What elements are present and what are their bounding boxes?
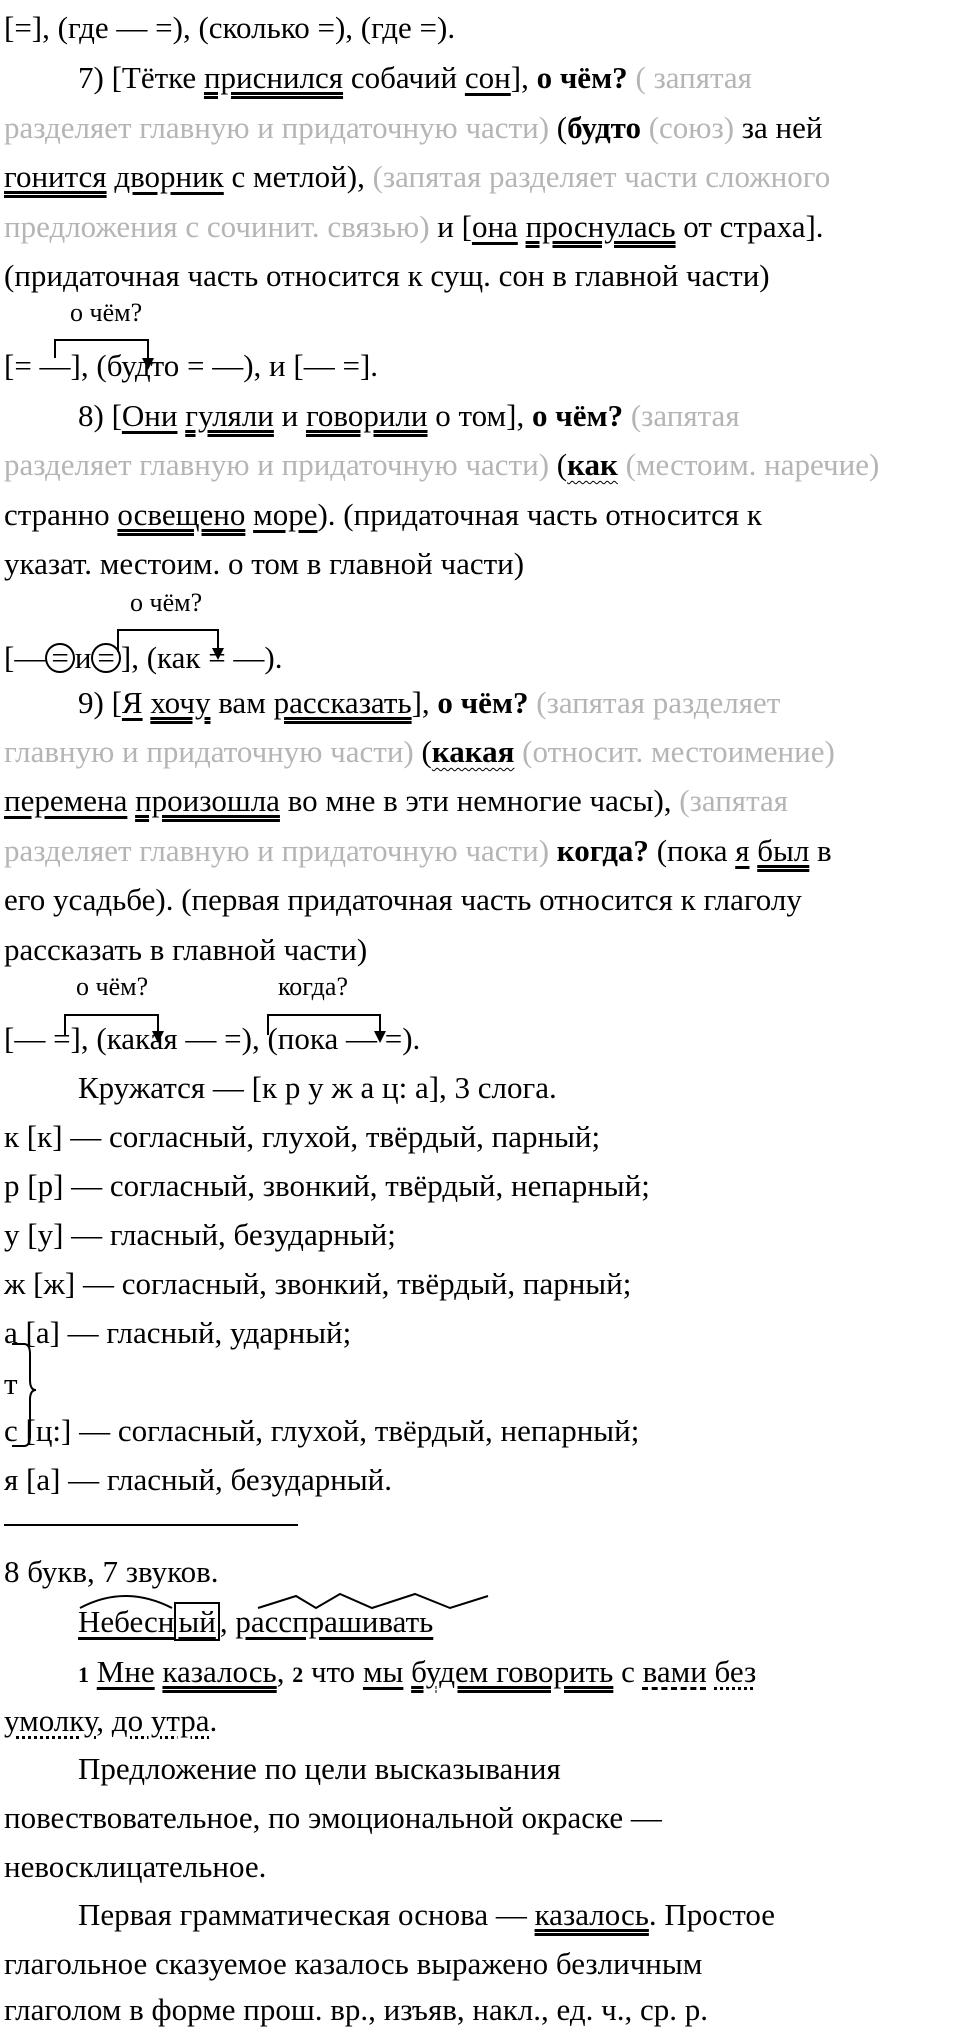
sentence-9-line-5: его усадьбе). (первая придаточная часть относится к глаголу (4, 882, 802, 917)
parsed-sentence-line-2: умолку, до утра. (4, 1703, 218, 1738)
paragraph-2-line-2: глагольное сказуемое казалось выражено безличным (4, 1946, 703, 1981)
phonetic-row: с [ц:] — согласный, глухой, твёрдый, непарный; (4, 1413, 640, 1448)
paragraph-2-line-1: Первая грамматическая основа — казалось. Простое (78, 1897, 776, 1932)
paragraph-1-line-2: повествовательное, по эмоциональной окраске — (4, 1800, 662, 1835)
sentence-8-note: указат. местоим. о том в главной части) (4, 546, 525, 581)
scheme-9-question-1: о чём? (76, 972, 149, 1001)
paragraph-2-line-3: глаголом в форме прош. вр., изъяв, накл., ед. ч., ср. р. (4, 1992, 708, 2027)
sentence-8-line-1: 8) [Они гуляли и говорили о том], о чём? (запятая (78, 398, 740, 433)
sentence-7-line-1: 7) [Тётке приснился собачий сон], о чём? ( запятая (78, 60, 752, 95)
sentence-8-line-3: странно освещено море). (придаточная часть относится к (4, 497, 762, 532)
parsed-sentence-line-1: 1 Мне казалось, 2 что мы будем говорить с вами без (78, 1654, 757, 1689)
sentence-9-line-2: главную и придаточную части) (какая (относит. местоимение) (4, 734, 835, 769)
scheme-7-question: о чём? (70, 298, 143, 327)
sentence-8-line-2: разделяет главную и придаточную части) (как (местоим. наречие) (4, 447, 880, 482)
sentence-9-note: рассказать в главной части) (4, 932, 368, 967)
phonetic-brace (0, 1340, 960, 1460)
sentence-9-line-3: перемена произошла во мне в эти немногие часы), (запятая (4, 783, 789, 818)
phonetic-row: а [а] — гласный, ударный; (4, 1315, 352, 1350)
scheme-8-question: о чём? (130, 588, 203, 617)
phonetic-row: ж [ж] — согласный, звонкий, твёрдый, парный; (4, 1266, 632, 1301)
sentence-9-line-1: 9) [Я хочу вам рассказать], о чём? (запятая разделяет (78, 685, 781, 720)
sentence-7-line-3: гонится дворник с метлой), (запятая разделяет части сложного (4, 159, 831, 194)
sentence-9-line-4: разделяет главную и придаточную части) когда? (пока я был в (4, 833, 832, 868)
scheme-line: [=], (где — =), (сколько =), (где =). (4, 10, 456, 45)
sentence-7-note: (придаточная часть относится к сущ. сон в главной части) (4, 258, 770, 293)
paragraph-1-line-1: Предложение по цели высказывания (78, 1751, 561, 1786)
scheme-7: [= —], (будто = —), и [— =]. (4, 348, 379, 383)
scheme-9: [— =], (какая — =), (пока — =). (4, 1021, 421, 1056)
phonetic-row: я [а] — гласный, безударный. (4, 1462, 392, 1497)
phonetic-row: у [у] — гласный, безударный; (4, 1217, 396, 1252)
sentence-7-line-4: предложения с сочинит. связью) и [она проснулась от страха]. (4, 209, 824, 244)
morpheme-words: Небесн ый , расспрашивать (78, 1604, 434, 1639)
phonetic-row: т (4, 1366, 18, 1401)
separator-line (0, 1523, 960, 1529)
phonetic-heading: Кружатся — [к р у ж а ц: а], 3 слога. (78, 1070, 557, 1105)
phonetic-row: р [р] — согласный, звонкий, твёрдый, непарный; (4, 1168, 650, 1203)
scheme-9-question-2: когда? (278, 972, 348, 1001)
sentence-7-line-2: разделяет главную и придаточную части) (будто (союз) за ней (4, 110, 823, 145)
letter-sound-count: 8 букв, 7 звуков. (4, 1554, 219, 1589)
phonetic-row: к [к] — согласный, глухой, твёрдый, парный; (4, 1119, 601, 1154)
scheme-8: [— = и = ], (как = —). (4, 640, 283, 675)
paragraph-1-line-3: невосклицательное. (4, 1849, 267, 1884)
